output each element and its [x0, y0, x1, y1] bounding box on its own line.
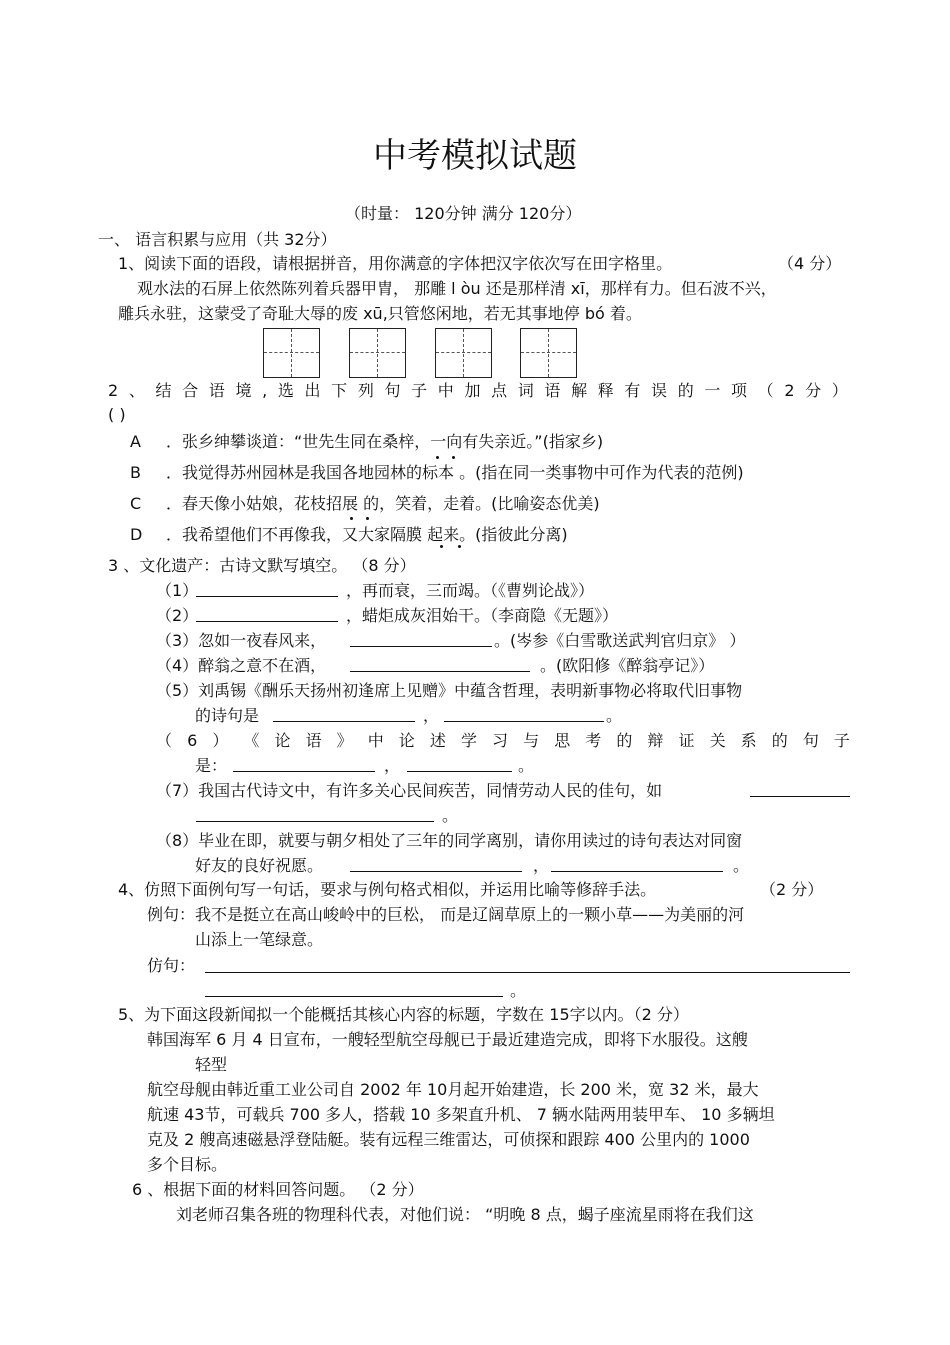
justified-char: 中: [437, 381, 454, 400]
justified-char: 论: [274, 731, 291, 750]
news-text: 多个目标。: [147, 1155, 228, 1174]
answer-blank[interactable]: [750, 782, 850, 797]
justified-char: 论: [398, 731, 415, 750]
q4-score: （2 分）: [760, 880, 824, 899]
tian-grid-box[interactable]: [435, 328, 492, 378]
justified-char: 子: [411, 381, 428, 400]
justified-char: 的: [677, 381, 694, 400]
option-c: ．春天像小姑娘，花枝招展 的，笑着，走着。(比喻姿态优美): [166, 494, 600, 513]
imitation-label: 仿句：: [147, 956, 196, 975]
answer-blank[interactable]: [273, 707, 415, 722]
justified-char: 考: [585, 731, 602, 750]
justified-char: ,: [262, 381, 268, 400]
option-a: ．张乡绅攀谈道：“世先生同在桑梓，一向有失亲近。”(指家乡): [166, 432, 604, 451]
justified-char: 中: [367, 731, 384, 750]
item-text: 的诗句是: [195, 706, 260, 725]
q6-heading: 6 、根据下面的材料回答问题。 （2 分）: [132, 1180, 424, 1199]
justified-char: 习: [492, 731, 509, 750]
answer-blank[interactable]: [350, 857, 522, 872]
justified-char: 点: [491, 381, 508, 400]
emphasis-dot: [350, 517, 353, 520]
emphasis-dot: [458, 545, 461, 548]
q1-heading: 1、阅读下面的语段，请根据拼音，用你满意的字体把汉字依次写在田字格里。: [118, 254, 673, 273]
q4-heading: 4、仿照下面例句写一句话，要求与例句格式相似，并运用比喻等修辞手法。: [118, 880, 657, 899]
justified-char: （: [757, 381, 774, 400]
item-text: （3）忽如一夜春风来，: [156, 631, 327, 650]
emphasis-dot: [366, 517, 369, 520]
justified-char: 的: [616, 731, 633, 750]
news-text: 航速 43节，可载兵 700 多人，搭载 10 多架直升机、 7 辆水陆两用装甲车、 10 多辆坦: [147, 1105, 775, 1124]
option-d: ．我希望他们不再像我，又大家隔膜 起来。(指彼此分离): [166, 525, 568, 544]
justified-char: 2: [784, 381, 795, 400]
answer-parentheses: ( ): [108, 405, 126, 424]
section-heading: 一、 语言积累与应用（共 32分）: [98, 230, 337, 249]
justified-char: 语: [305, 731, 322, 750]
q1-passage-line: 观水法的石屏上依然陈列着兵器甲胄， 那雕 l òu 还是那样清 xī，那样有力。但石波不兴，: [137, 279, 777, 298]
option-b: ．我觉得苏州园林是我国各地园林的标本 。(指在同一类事物中可作为代表的范例): [166, 463, 744, 482]
justified-char: 境: [235, 381, 252, 400]
item-text: （8）毕业在即，就要与朝夕相处了三年的同学离别，请你用读过的诗句表达对同窗: [156, 831, 743, 850]
q5-heading: 5、为下面这段新闻拟一个能概括其核心内容的标题，字数在 15字以内。（2 分）: [118, 1005, 689, 1024]
emphasis-dot: [452, 456, 455, 459]
answer-blank[interactable]: [196, 807, 434, 822]
example-sentence: 山添上一笔绿意。: [195, 930, 324, 949]
justified-char: 述: [429, 731, 446, 750]
news-text: 航空母舰由韩近重工业公司自 2002 年 10月起开始建造，长 200 米，宽 32 米，最大: [147, 1080, 759, 1099]
item-text: （5）刘禹锡《酬乐天扬州初逢席上见赠》中蕴含哲理，表明新事物必将取代旧事物: [156, 681, 743, 700]
justified-char: 子: [833, 731, 850, 750]
justified-char: 加: [464, 381, 481, 400]
page-title: 中考模拟试题: [373, 136, 577, 176]
emphasis-dot: [440, 545, 443, 548]
material-text: 刘老师召集各班的物理科代表，对他们说： “明晚 8 点，蝎子座流星雨将在我们这: [176, 1205, 754, 1224]
justified-char: 词: [517, 381, 534, 400]
punctuation: 。: [518, 756, 535, 775]
item-text: 是：: [195, 756, 228, 775]
justified-char: 学: [460, 731, 477, 750]
answer-blank[interactable]: [350, 632, 492, 647]
justified-char: （: [156, 731, 173, 750]
justified-char: 项: [731, 381, 748, 400]
item-text: ，再而衰，三而竭。（《曹刿论战》）: [346, 581, 595, 600]
punctuation: 。: [606, 706, 623, 725]
tian-grid-box[interactable]: [263, 328, 320, 378]
justified-char: 句: [802, 731, 819, 750]
option-letter: A: [130, 432, 141, 451]
justified-char: 分: [805, 381, 822, 400]
justified-char: 》: [336, 731, 353, 750]
justified-char: 的: [771, 731, 788, 750]
answer-blank[interactable]: [196, 607, 338, 622]
justified-char: 2: [108, 381, 119, 400]
justified-char: 列: [357, 381, 374, 400]
item-text: 。(欧阳修《醉翁亭记》）: [540, 656, 715, 675]
justified-char: 系: [740, 731, 757, 750]
exam-meta: （时量： 120分钟 满分 120分）: [345, 204, 582, 223]
justified-char: 语: [208, 381, 225, 400]
justified-char: 结: [155, 381, 172, 400]
tian-grid-box[interactable]: [349, 328, 406, 378]
news-text: 轻型: [195, 1055, 228, 1074]
justified-char: 合: [182, 381, 199, 400]
answer-blank[interactable]: [407, 757, 512, 772]
option-letter: D: [130, 525, 143, 544]
punctuation: 。: [733, 856, 750, 875]
justified-char: 、: [128, 381, 145, 400]
tian-grid-box[interactable]: [520, 328, 577, 378]
punctuation: 。: [442, 806, 459, 825]
justified-char: 句: [384, 381, 401, 400]
justified-char: 选: [277, 381, 294, 400]
answer-blank[interactable]: [196, 582, 338, 597]
punctuation: ，: [533, 856, 550, 875]
emphasis-dot: [436, 456, 439, 459]
justified-char: 下: [331, 381, 348, 400]
justified-char: 与: [523, 731, 540, 750]
justified-char: 有: [624, 381, 641, 400]
punctuation: ，: [384, 756, 401, 775]
news-text: 韩国海军 6 月 4 日宣布，一艘轻型航空母舰已于最近建造完成，即将下水服役。这艘: [147, 1030, 748, 1049]
item-text: 好友的良好祝愿。: [195, 856, 324, 875]
justified-char: 语: [544, 381, 561, 400]
justified-char: 解: [571, 381, 588, 400]
q1-passage-line: 雕兵永驻，这蒙受了奇耻大辱的废 xū,只管悠闲地，若无其事地停 bó 着。: [118, 304, 642, 323]
answer-blank[interactable]: [233, 757, 375, 772]
item-text: 。(岑参《白雪歌送武判官归京》 ）: [494, 631, 746, 650]
justified-char: ）: [212, 731, 229, 750]
item-text: [156, 731, 850, 751]
punctuation: ，: [423, 706, 440, 725]
justified-char: 一: [704, 381, 721, 400]
answer-blank[interactable]: [205, 982, 503, 997]
option-letter: C: [130, 494, 142, 513]
item-text: （4）醉翁之意不在酒，: [156, 656, 327, 675]
justified-char: 辩: [647, 731, 664, 750]
answer-blank[interactable]: [350, 657, 530, 672]
justified-char: 误: [651, 381, 668, 400]
justified-char: 出: [304, 381, 321, 400]
answer-blank[interactable]: [205, 958, 850, 973]
answer-blank[interactable]: [444, 707, 604, 722]
item-number: （2）: [156, 606, 199, 625]
item-number: （1）: [156, 581, 199, 600]
justified-char: 《: [243, 731, 260, 750]
justified-char: ）: [831, 381, 848, 400]
q2-heading: [108, 381, 848, 401]
item-text: （7）我国古代诗文中，有许多关心民间疾苦，同情劳动人民的佳句，如: [156, 781, 663, 800]
justified-char: 释: [597, 381, 614, 400]
q1-score: （4 分）: [778, 254, 842, 273]
justified-char: 证: [678, 731, 695, 750]
answer-blank[interactable]: [551, 857, 723, 872]
justified-char: 思: [554, 731, 571, 750]
justified-char: 关: [709, 731, 726, 750]
news-text: 克及 2 艘高速磁悬浮登陆艇。装有远程三维雷达，可侦探和跟踪 400 公里内的 1000: [147, 1130, 750, 1149]
q3-heading: 3 、文化遗产：古诗文默写填空。 （8 分）: [108, 556, 416, 575]
justified-char: 6: [187, 731, 198, 750]
punctuation: 。: [510, 981, 527, 1000]
item-text: ，蜡炬成灰泪始干。（李商隐《无题》）: [346, 606, 619, 625]
example-sentence: 例句：我不是挺立在高山峻岭中的巨松， 而是辽阔草原上的一颗小草——为美丽的河: [147, 905, 745, 924]
option-letter: B: [130, 463, 141, 482]
